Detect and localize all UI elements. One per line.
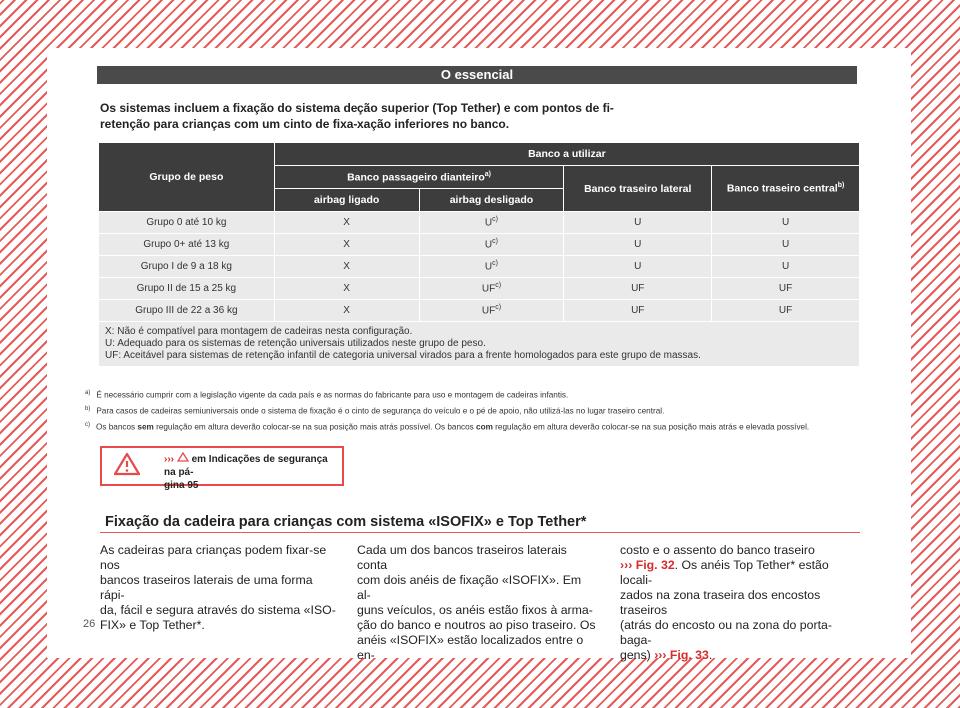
page <box>47 48 911 662</box>
header-rear-center-label: Banco traseiro central <box>726 182 838 195</box>
header-front-seat-label: Banco passageiro dianteiro <box>347 171 485 184</box>
table-row <box>99 234 860 256</box>
body-line: com dois anéis de fixação «ISOFIX». Em al- <box>357 573 582 602</box>
note-line: X: Não é compatível para montagem de cadeiras nesta configuração. <box>105 326 413 337</box>
cell-value: U <box>484 261 493 273</box>
body-text: . <box>708 648 713 662</box>
cell-value: UF <box>481 283 496 295</box>
page-header: O essencial <box>97 66 857 84</box>
body-line: (atrás do encosto ou na zona do porta-baga- <box>620 618 832 647</box>
footnote-text: É necessário cumprir com a legislação vigente da cada país e as normas do fabricante para uso e montagem de cadeiras infantis. <box>96 390 569 400</box>
footnote-ref: a) <box>484 170 492 178</box>
header-airbag-off: airbag desligado <box>419 189 564 212</box>
table-row <box>99 278 860 300</box>
header-seat: Banco a utilizar <box>274 143 859 166</box>
header-front-seat <box>274 166 564 189</box>
footnote-mark: b) <box>85 406 91 412</box>
footnote-ref: c) <box>492 216 498 224</box>
cell-rear-center: U <box>712 234 860 256</box>
cell-airbag-off <box>419 256 564 278</box>
cell-rear-side: UF <box>564 278 712 300</box>
footnote-emphasis: sem <box>137 422 154 432</box>
footnote-emphasis: com <box>476 422 493 432</box>
cell-rear-center: U <box>712 256 860 278</box>
body-line: da, fácil e segura através do sistema «ISO- <box>100 603 336 617</box>
cell-airbag-off <box>419 300 564 322</box>
cell-value: UF <box>481 305 496 317</box>
intro-line: xação inferiores no banco. <box>357 117 510 131</box>
footnote-text: regulação em altura deverão colocar-se na sua posição mais atrás possível. Os bancos <box>156 422 474 432</box>
body-text: . Os anéis Top Tether* estão locali- <box>620 558 829 587</box>
warning-small-icon <box>177 452 189 462</box>
warning-line: gina 95 <box>164 480 199 491</box>
header-weight-group: Grupo de peso <box>99 143 275 212</box>
footnote-ref: c) <box>495 304 502 312</box>
cell-value: U <box>484 217 493 229</box>
footnote-a <box>85 390 568 400</box>
note-line: UF: Aceitável para sistemas de retenção infantil de categoria universal virados para a frente homologados para este grupo de massas. <box>105 350 701 361</box>
intro-left <box>100 100 357 132</box>
table-notes <box>99 322 860 367</box>
footnote-ref: b) <box>837 182 845 190</box>
note-line: U: Adequado para os sistemas de retenção universais utilizados neste grupo de peso. <box>105 338 486 349</box>
cell-airbag-on: X <box>274 212 419 234</box>
body-column-3 <box>620 543 860 663</box>
header-airbag-on: airbag ligado <box>274 189 419 212</box>
body-line: zados na zona traseira dos encostos traseiros <box>620 588 821 617</box>
footnote-ref: c) <box>492 238 498 246</box>
cell-airbag-on: X <box>274 300 419 322</box>
body-column-2 <box>357 543 597 663</box>
cell-rear-center: UF <box>712 278 860 300</box>
body-line: costo e o assento do banco traseiro <box>620 543 815 557</box>
safety-warning-box <box>100 446 344 491</box>
footnote-mark: a) <box>85 390 91 396</box>
section-title: Fixação da cadeira para crianças com sistema «ISOFIX» e Top Tether* <box>105 514 587 530</box>
cell-group: Grupo I de 9 a 18 kg <box>99 256 275 278</box>
footnote-text: Os bancos <box>96 422 136 432</box>
cell-group: Grupo 0 até 10 kg <box>99 212 275 234</box>
cell-rear-side: U <box>564 234 712 256</box>
intro-line: retenção para crianças com um cinto de fixa- <box>100 117 358 131</box>
cell-airbag-off <box>419 212 564 234</box>
body-line <box>620 558 860 588</box>
cell-rear-side: U <box>564 212 712 234</box>
body-line <box>620 648 860 663</box>
body-line: FIX» e Top Tether*. <box>100 618 205 632</box>
body-line: anéis «ISOFIX» estão localizados entre o en- <box>357 633 584 662</box>
body-line: bancos traseiros laterais de uma forma rápi- <box>100 573 313 602</box>
body-line: guns veículos, os anéis estão fixos à arma- <box>357 603 593 617</box>
link-arrows: ››› <box>164 454 174 465</box>
cell-airbag-off <box>419 278 564 300</box>
intro-line: Os sistemas incluem a fixação do sistema de <box>100 101 358 115</box>
warning-line <box>164 452 342 479</box>
footnote-ref: c) <box>492 260 498 268</box>
footnote-b <box>85 406 664 416</box>
cell-rear-center: UF <box>712 300 860 322</box>
fig-33-link[interactable]: ››› Fig. 33 <box>654 648 709 662</box>
warning-text[interactable] <box>164 452 342 492</box>
body-column-1 <box>100 543 340 633</box>
fig-32-link[interactable]: ››› Fig. 32 <box>620 558 675 572</box>
table-row <box>99 256 860 278</box>
warning-icon <box>114 452 140 476</box>
intro-right <box>357 100 614 132</box>
cell-rear-center: U <box>712 212 860 234</box>
body-text: gens) <box>620 648 655 662</box>
body-line: ção do banco e noutros ao piso traseiro. Os <box>357 618 596 632</box>
table-row <box>99 300 860 322</box>
page-number: 26 <box>83 618 96 630</box>
cell-group: Grupo 0+ até 13 kg <box>99 234 275 256</box>
section-divider <box>100 532 860 533</box>
cell-group: Grupo II de 15 a 25 kg <box>99 278 275 300</box>
intro-line: ção superior (Top Tether) e com pontos de fi- <box>357 101 614 115</box>
body-line: Cada um dos bancos traseiros laterais conta <box>357 543 567 572</box>
cell-airbag-on: X <box>274 234 419 256</box>
footnote-text: Para casos de cadeiras semiuniversais onde o sistema de fixação é o cinto de segurança do veículo e o pé de apoio, não utilizá-las no lugar traseiro central. <box>96 406 665 416</box>
body-line: As cadeiras para crianças podem fixar-se nos <box>100 543 327 572</box>
child-seat-table <box>98 142 860 367</box>
header-rear-center <box>712 166 860 212</box>
cell-airbag-off <box>419 234 564 256</box>
table-notes-row <box>99 322 860 367</box>
cell-airbag-on: X <box>274 278 419 300</box>
cell-value: U <box>484 239 493 251</box>
footnote-ref: c) <box>495 282 502 290</box>
footnote-c <box>85 422 809 432</box>
cell-airbag-on: X <box>274 256 419 278</box>
header-rear-side: Banco traseiro lateral <box>564 166 712 212</box>
footnote-text: regulação em altura deverão colocar-se na sua posição mais atrás e elevada possível. <box>495 422 810 432</box>
footnote-mark: c) <box>85 422 90 428</box>
table-row <box>99 212 860 234</box>
cell-rear-side: UF <box>564 300 712 322</box>
cell-group: Grupo III de 22 a 36 kg <box>99 300 275 322</box>
warning-line-text: em Indicações de segurança na pá- <box>164 454 328 478</box>
cell-rear-side: U <box>564 256 712 278</box>
